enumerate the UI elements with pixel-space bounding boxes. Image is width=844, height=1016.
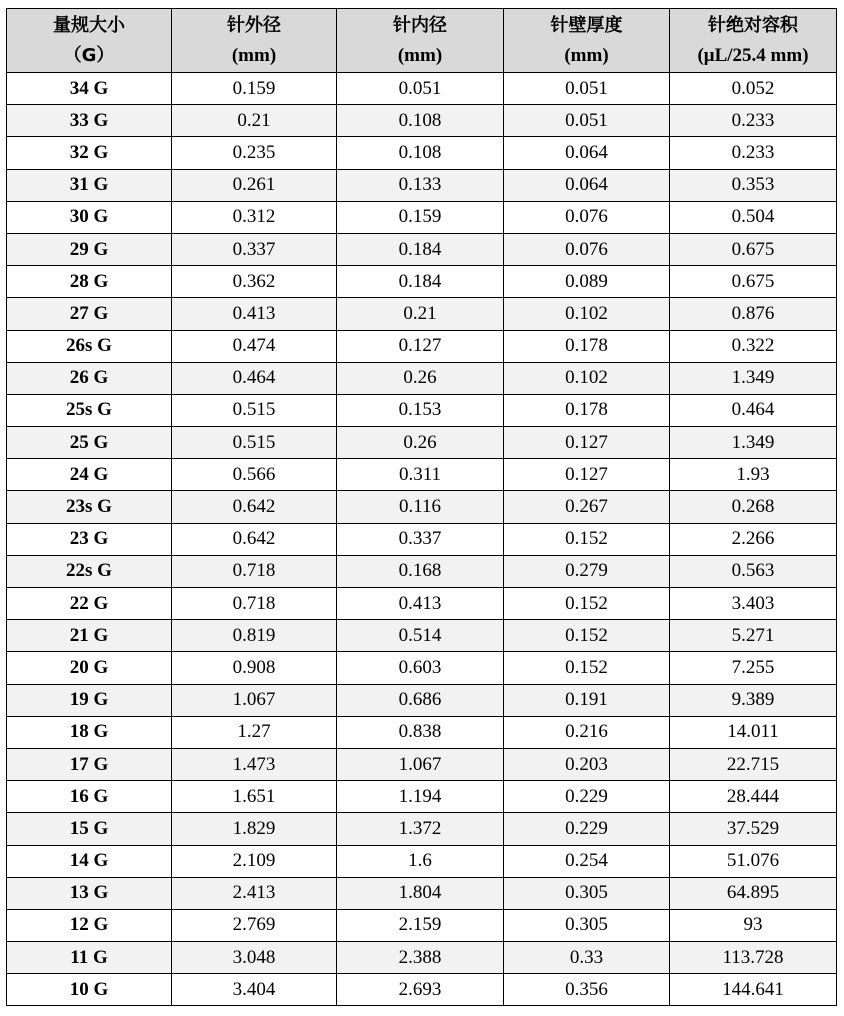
outer-diameter-cell: 1.829 [172, 813, 337, 845]
gauge-cell: 16 G [7, 781, 172, 813]
inner-diameter-cell: 0.603 [337, 652, 504, 684]
inner-diameter-cell: 0.133 [337, 169, 504, 201]
inner-diameter-cell: 1.372 [337, 813, 504, 845]
inner-diameter-cell: 0.108 [337, 105, 504, 137]
wall-thickness-cell: 0.356 [504, 974, 670, 1006]
gauge-cell: 27 G [7, 298, 172, 330]
gauge-cell: 20 G [7, 652, 172, 684]
wall-thickness-cell: 0.127 [504, 427, 670, 459]
table-row [7, 491, 837, 523]
table-row [7, 233, 837, 265]
inner-diameter-cell: 0.337 [337, 523, 504, 555]
outer-diameter-cell: 2.109 [172, 845, 337, 877]
gauge-cell: 15 G [7, 813, 172, 845]
inner-diameter-cell: 0.26 [337, 427, 504, 459]
table-row [7, 813, 837, 845]
outer-diameter-cell: 0.413 [172, 298, 337, 330]
table-row [7, 909, 837, 941]
inner-diameter-cell: 0.413 [337, 588, 504, 620]
inner-diameter-cell: 0.514 [337, 620, 504, 652]
header-dead-volume-unit: (μL/25.4 mm) [697, 44, 809, 66]
outer-diameter-cell: 0.908 [172, 652, 337, 684]
table-row [7, 974, 837, 1006]
inner-diameter-cell: 1.067 [337, 748, 504, 780]
header-row [7, 9, 837, 73]
gauge-cell: 26s G [7, 330, 172, 362]
wall-thickness-cell: 0.279 [504, 555, 670, 587]
outer-diameter-cell: 1.473 [172, 748, 337, 780]
wall-thickness-cell: 0.229 [504, 781, 670, 813]
table-row [7, 942, 837, 974]
gauge-cell: 17 G [7, 748, 172, 780]
table-row [7, 652, 837, 684]
wall-thickness-cell: 0.064 [504, 169, 670, 201]
table-row [7, 716, 837, 748]
dead-volume-cell: 1.349 [670, 362, 837, 394]
table-row [7, 266, 837, 298]
header-wall-thickness-label: 针壁厚度 [550, 14, 623, 36]
dead-volume-cell: 9.389 [670, 684, 837, 716]
dead-volume-cell: 28.444 [670, 781, 837, 813]
wall-thickness-cell: 0.127 [504, 459, 670, 491]
inner-diameter-cell: 0.116 [337, 491, 504, 523]
dead-volume-cell: 0.052 [670, 73, 837, 105]
inner-diameter-cell: 0.168 [337, 555, 504, 587]
gauge-cell: 24 G [7, 459, 172, 491]
gauge-cell: 11 G [7, 942, 172, 974]
inner-diameter-cell: 0.159 [337, 201, 504, 233]
outer-diameter-cell: 3.404 [172, 974, 337, 1006]
header-wall-thickness-unit: (mm) [564, 44, 609, 66]
dead-volume-cell: 0.876 [670, 298, 837, 330]
outer-diameter-cell: 0.337 [172, 233, 337, 265]
dead-volume-cell: 51.076 [670, 845, 837, 877]
table-row [7, 877, 837, 909]
table-row [7, 748, 837, 780]
dead-volume-cell: 113.728 [670, 942, 837, 974]
table-row [7, 588, 837, 620]
dead-volume-cell: 0.563 [670, 555, 837, 587]
outer-diameter-cell: 0.718 [172, 555, 337, 587]
gauge-cell: 13 G [7, 877, 172, 909]
outer-diameter-cell: 1.27 [172, 716, 337, 748]
table-row [7, 620, 837, 652]
gauge-cell: 33 G [7, 105, 172, 137]
dead-volume-cell: 144.641 [670, 974, 837, 1006]
inner-diameter-cell: 0.838 [337, 716, 504, 748]
outer-diameter-cell: 0.261 [172, 169, 337, 201]
dead-volume-cell: 0.268 [670, 491, 837, 523]
inner-diameter-cell: 0.184 [337, 233, 504, 265]
gauge-cell: 26 G [7, 362, 172, 394]
gauge-cell: 29 G [7, 233, 172, 265]
gauge-cell: 23s G [7, 491, 172, 523]
table-row [7, 169, 837, 201]
header-outer-diameter-label: 针外径 [227, 14, 281, 36]
dead-volume-cell: 0.233 [670, 137, 837, 169]
gauge-cell: 12 G [7, 909, 172, 941]
inner-diameter-cell: 0.311 [337, 459, 504, 491]
wall-thickness-cell: 0.305 [504, 877, 670, 909]
outer-diameter-cell: 0.474 [172, 330, 337, 362]
table-row [7, 845, 837, 877]
outer-diameter-cell: 0.718 [172, 588, 337, 620]
gauge-cell: 19 G [7, 684, 172, 716]
wall-thickness-cell: 0.089 [504, 266, 670, 298]
dead-volume-cell: 3.403 [670, 588, 837, 620]
header-inner-diameter-label: 针内径 [393, 14, 447, 36]
dead-volume-cell: 1.349 [670, 427, 837, 459]
inner-diameter-cell: 0.127 [337, 330, 504, 362]
gauge-cell: 21 G [7, 620, 172, 652]
outer-diameter-cell: 0.566 [172, 459, 337, 491]
dead-volume-cell: 37.529 [670, 813, 837, 845]
inner-diameter-cell: 1.194 [337, 781, 504, 813]
wall-thickness-cell: 0.178 [504, 394, 670, 426]
gauge-cell: 25 G [7, 427, 172, 459]
header-outer-diameter-unit: (mm) [231, 44, 277, 66]
gauge-cell: 32 G [7, 137, 172, 169]
dead-volume-cell: 2.266 [670, 523, 837, 555]
outer-diameter-cell: 0.642 [172, 491, 337, 523]
gauge-cell: 23 G [7, 523, 172, 555]
outer-diameter-cell: 0.159 [172, 73, 337, 105]
outer-diameter-cell: 0.21 [172, 105, 337, 137]
table-row [7, 781, 837, 813]
dead-volume-cell: 0.322 [670, 330, 837, 362]
outer-diameter-cell: 0.362 [172, 266, 337, 298]
gauge-cell: 18 G [7, 716, 172, 748]
header-gauge [7, 9, 172, 73]
wall-thickness-cell: 0.203 [504, 748, 670, 780]
outer-diameter-cell: 0.515 [172, 394, 337, 426]
dead-volume-cell: 93 [670, 909, 837, 941]
wall-thickness-cell: 0.064 [504, 137, 670, 169]
wall-thickness-cell: 0.051 [504, 73, 670, 105]
wall-thickness-cell: 0.152 [504, 652, 670, 684]
wall-thickness-cell: 0.152 [504, 620, 670, 652]
wall-thickness-cell: 0.076 [504, 201, 670, 233]
header-outer-diameter [172, 9, 337, 73]
table-row [7, 555, 837, 587]
gauge-cell: 25s G [7, 394, 172, 426]
dead-volume-cell: 0.233 [670, 105, 837, 137]
inner-diameter-cell: 0.108 [337, 137, 504, 169]
table-row [7, 330, 837, 362]
table-row [7, 684, 837, 716]
dead-volume-cell: 5.271 [670, 620, 837, 652]
table-row [7, 201, 837, 233]
inner-diameter-cell: 0.153 [337, 394, 504, 426]
dead-volume-cell: 7.255 [670, 652, 837, 684]
wall-thickness-cell: 0.33 [504, 942, 670, 974]
wall-thickness-cell: 0.254 [504, 845, 670, 877]
dead-volume-cell: 0.353 [670, 169, 837, 201]
wall-thickness-cell: 0.102 [504, 298, 670, 330]
inner-diameter-cell: 1.6 [337, 845, 504, 877]
wall-thickness-cell: 0.229 [504, 813, 670, 845]
inner-diameter-cell: 2.159 [337, 909, 504, 941]
wall-thickness-cell: 0.178 [504, 330, 670, 362]
inner-diameter-cell: 2.693 [337, 974, 504, 1006]
wall-thickness-cell: 0.076 [504, 233, 670, 265]
outer-diameter-cell: 3.048 [172, 942, 337, 974]
gauge-cell: 22s G [7, 555, 172, 587]
gauge-cell: 28 G [7, 266, 172, 298]
header-gauge-label: 量规大小 [53, 14, 125, 36]
wall-thickness-cell: 0.191 [504, 684, 670, 716]
header-dead-volume [670, 9, 837, 73]
dead-volume-cell: 0.464 [670, 394, 837, 426]
outer-diameter-cell: 1.067 [172, 684, 337, 716]
inner-diameter-cell: 0.686 [337, 684, 504, 716]
outer-diameter-cell: 1.651 [172, 781, 337, 813]
wall-thickness-cell: 0.051 [504, 105, 670, 137]
header-inner-diameter [337, 9, 504, 73]
outer-diameter-cell: 2.769 [172, 909, 337, 941]
outer-diameter-cell: 0.235 [172, 137, 337, 169]
table-header [7, 9, 837, 73]
gauge-cell: 34 G [7, 73, 172, 105]
inner-diameter-cell: 0.184 [337, 266, 504, 298]
table-row [7, 459, 837, 491]
gauge-cell: 10 G [7, 974, 172, 1006]
outer-diameter-cell: 2.413 [172, 877, 337, 909]
dead-volume-cell: 0.675 [670, 266, 837, 298]
outer-diameter-cell: 0.819 [172, 620, 337, 652]
outer-diameter-cell: 0.515 [172, 427, 337, 459]
inner-diameter-cell: 0.21 [337, 298, 504, 330]
dead-volume-cell: 1.93 [670, 459, 837, 491]
inner-diameter-cell: 0.26 [337, 362, 504, 394]
inner-diameter-cell: 2.388 [337, 942, 504, 974]
wall-thickness-cell: 0.305 [504, 909, 670, 941]
table-row [7, 427, 837, 459]
gauge-cell: 31 G [7, 169, 172, 201]
header-inner-diameter-unit: (mm) [397, 44, 443, 66]
header-wall-thickness [504, 9, 670, 73]
table-row [7, 362, 837, 394]
outer-diameter-cell: 0.312 [172, 201, 337, 233]
gauge-cell: 30 G [7, 201, 172, 233]
dead-volume-cell: 0.675 [670, 233, 837, 265]
outer-diameter-cell: 0.464 [172, 362, 337, 394]
table-row [7, 523, 837, 555]
table-body [7, 73, 837, 1006]
dead-volume-cell: 0.504 [670, 201, 837, 233]
wall-thickness-cell: 0.102 [504, 362, 670, 394]
wall-thickness-cell: 0.152 [504, 588, 670, 620]
outer-diameter-cell: 0.642 [172, 523, 337, 555]
dead-volume-cell: 22.715 [670, 748, 837, 780]
header-dead-volume-label: 针绝对容积 [708, 14, 798, 36]
table-row [7, 73, 837, 105]
wall-thickness-cell: 0.216 [504, 716, 670, 748]
needle-gauge-table [6, 8, 837, 1006]
header-gauge-unit: （G） [63, 44, 115, 66]
dead-volume-cell: 64.895 [670, 877, 837, 909]
wall-thickness-cell: 0.152 [504, 523, 670, 555]
table-row [7, 394, 837, 426]
wall-thickness-cell: 0.267 [504, 491, 670, 523]
gauge-cell: 22 G [7, 588, 172, 620]
inner-diameter-cell: 1.804 [337, 877, 504, 909]
table-row [7, 298, 837, 330]
dead-volume-cell: 14.011 [670, 716, 837, 748]
table-row [7, 105, 837, 137]
inner-diameter-cell: 0.051 [337, 73, 504, 105]
table-row [7, 137, 837, 169]
gauge-cell: 14 G [7, 845, 172, 877]
